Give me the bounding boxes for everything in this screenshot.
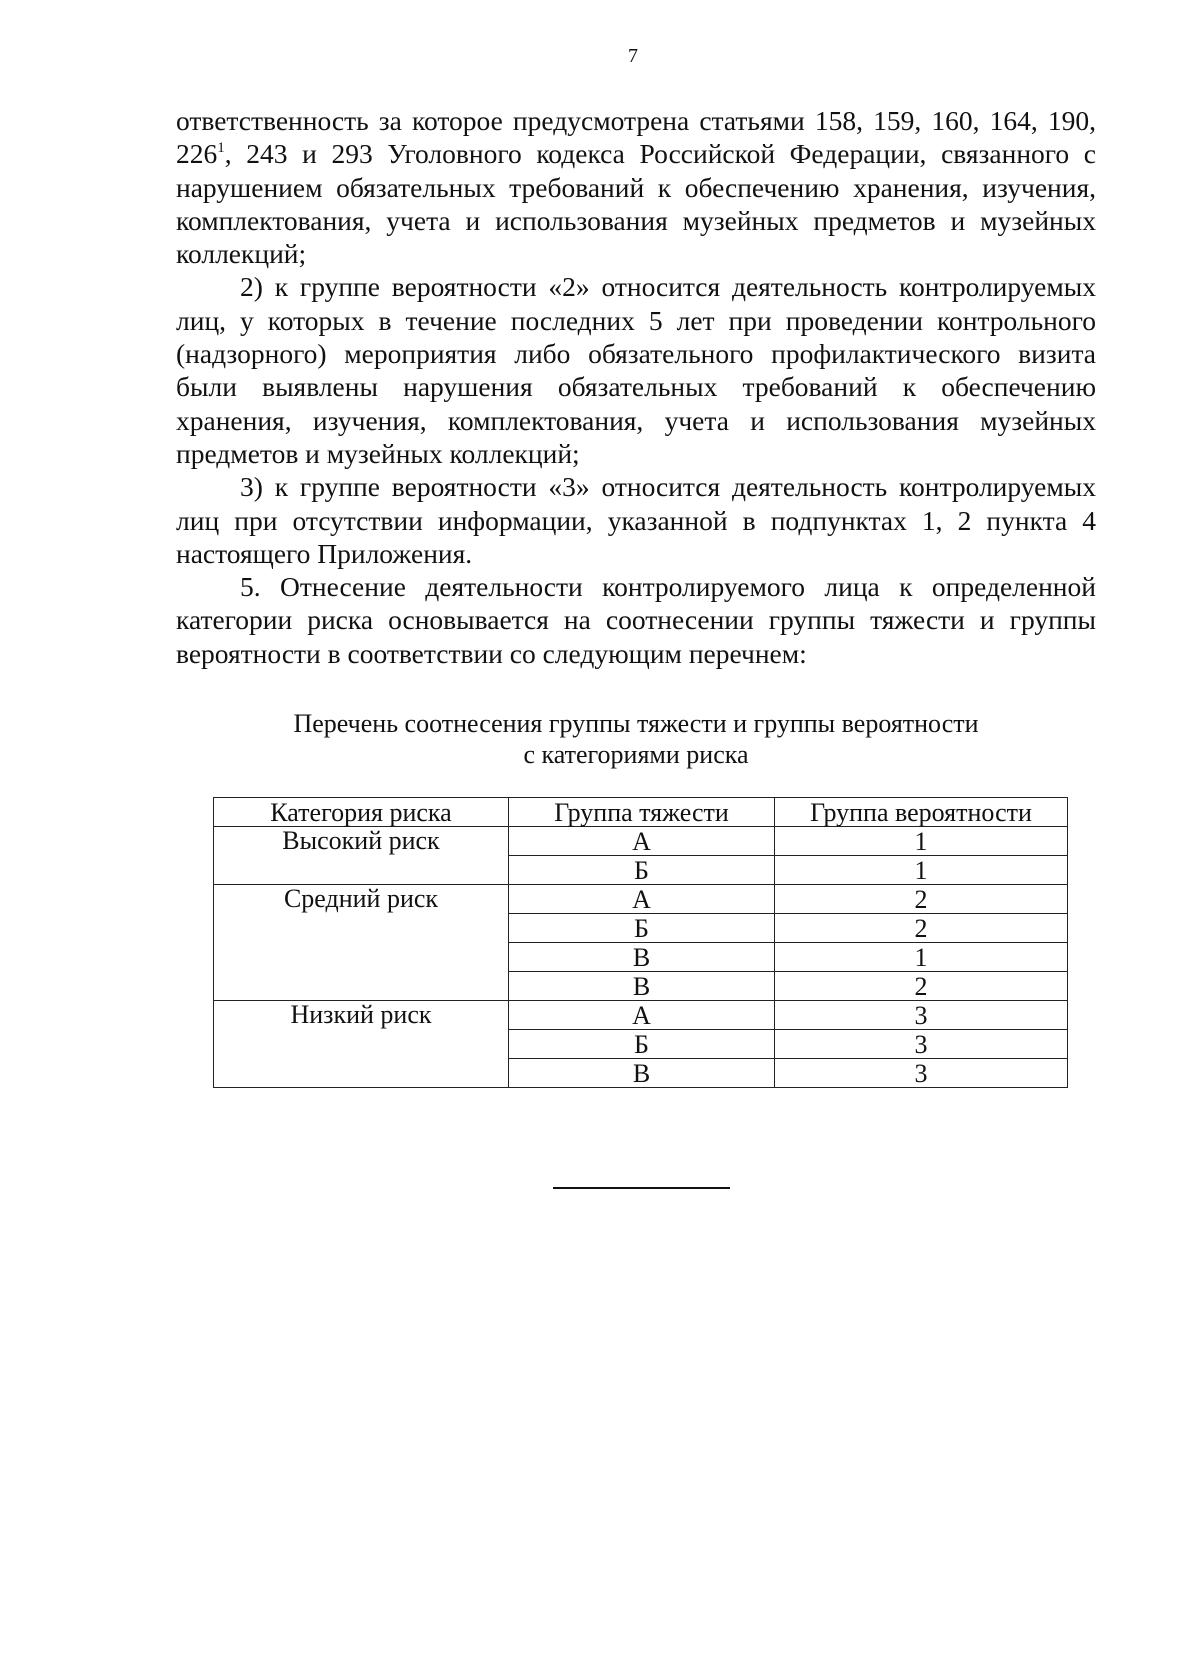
category-cell-high: Высокий риск [214, 827, 509, 885]
probability-cell: 2 [775, 914, 1068, 943]
table-caption-line: Перечень соотнесения группы тяжести и группы вероятности [293, 709, 979, 738]
paragraph-text: ответственность за которое предусмотрена статьями 158, 159, 160, 164, 190, 226 [176, 105, 1096, 170]
end-of-document-rule [553, 1187, 730, 1189]
severity-cell: А [509, 885, 775, 914]
paragraph-subitem-2: 2) к группе вероятности «2» относится деятельность контролируемых лиц, у которых в течение последних 5 лет при проведении контрольного (надзорного) мероприятия либо обязательного профилактического визита были выявлены нарушения обязательных требований к обеспечению хранения, изучения, комплектования, учета и использования музейных предметов и музейных коллекций; [176, 271, 1096, 469]
table-caption-line: с категориями риска [523, 740, 749, 769]
severity-cell: Б [509, 914, 775, 943]
page-number: 7 [628, 45, 638, 67]
table-row [214, 827, 1068, 856]
probability-cell: 3 [775, 1001, 1068, 1030]
category-cell-low: Низкий риск [214, 1001, 509, 1088]
severity-cell: В [509, 943, 775, 972]
probability-cell: 3 [775, 1030, 1068, 1059]
probability-cell: 1 [775, 827, 1068, 856]
document-body [176, 104, 1096, 670]
severity-cell: А [509, 1001, 775, 1030]
table-row [214, 885, 1068, 914]
probability-cell: 1 [775, 856, 1068, 885]
superscript: 1 [217, 140, 225, 157]
risk-category-table [213, 797, 1068, 1088]
table-row [214, 1001, 1068, 1030]
probability-cell: 1 [775, 943, 1068, 972]
paragraph-subitem-3: 3) к группе вероятности «3» относится деятельность контролируемых лиц при отсутствии информации, указанной в подпунктах 1, 2 пункта 4 настоящего Приложения. [176, 471, 1096, 569]
severity-cell: Б [509, 1030, 775, 1059]
severity-cell: Б [509, 856, 775, 885]
severity-cell: А [509, 827, 775, 856]
paragraph-continuation [176, 104, 1096, 270]
probability-cell: 2 [775, 885, 1068, 914]
severity-cell: В [509, 972, 775, 1001]
severity-cell: В [509, 1059, 775, 1088]
header-probability: Группа вероятности [775, 798, 1068, 827]
category-cell-medium: Средний риск [214, 885, 509, 1001]
header-severity: Группа тяжести [509, 798, 775, 827]
probability-cell: 3 [775, 1059, 1068, 1088]
paragraph-text: , 243 и 293 Уголовного кодекса Российской Федерации, связанного с нарушением обязательных требований к обеспечению хранения, изучения, комплектования, учета и использования музейных предметов и музейных коллекций; [176, 138, 1096, 270]
probability-cell: 2 [775, 972, 1068, 1001]
table-header-row [214, 798, 1068, 827]
paragraph-item-5: 5. Отнесение деятельности контролируемого лица к определенной категории риска основывается на соотнесении группы тяжести и группы вероятности в соответствии со следующим перечнем: [176, 571, 1096, 669]
header-category: Категория риска [214, 798, 509, 827]
table-caption [176, 708, 1096, 770]
